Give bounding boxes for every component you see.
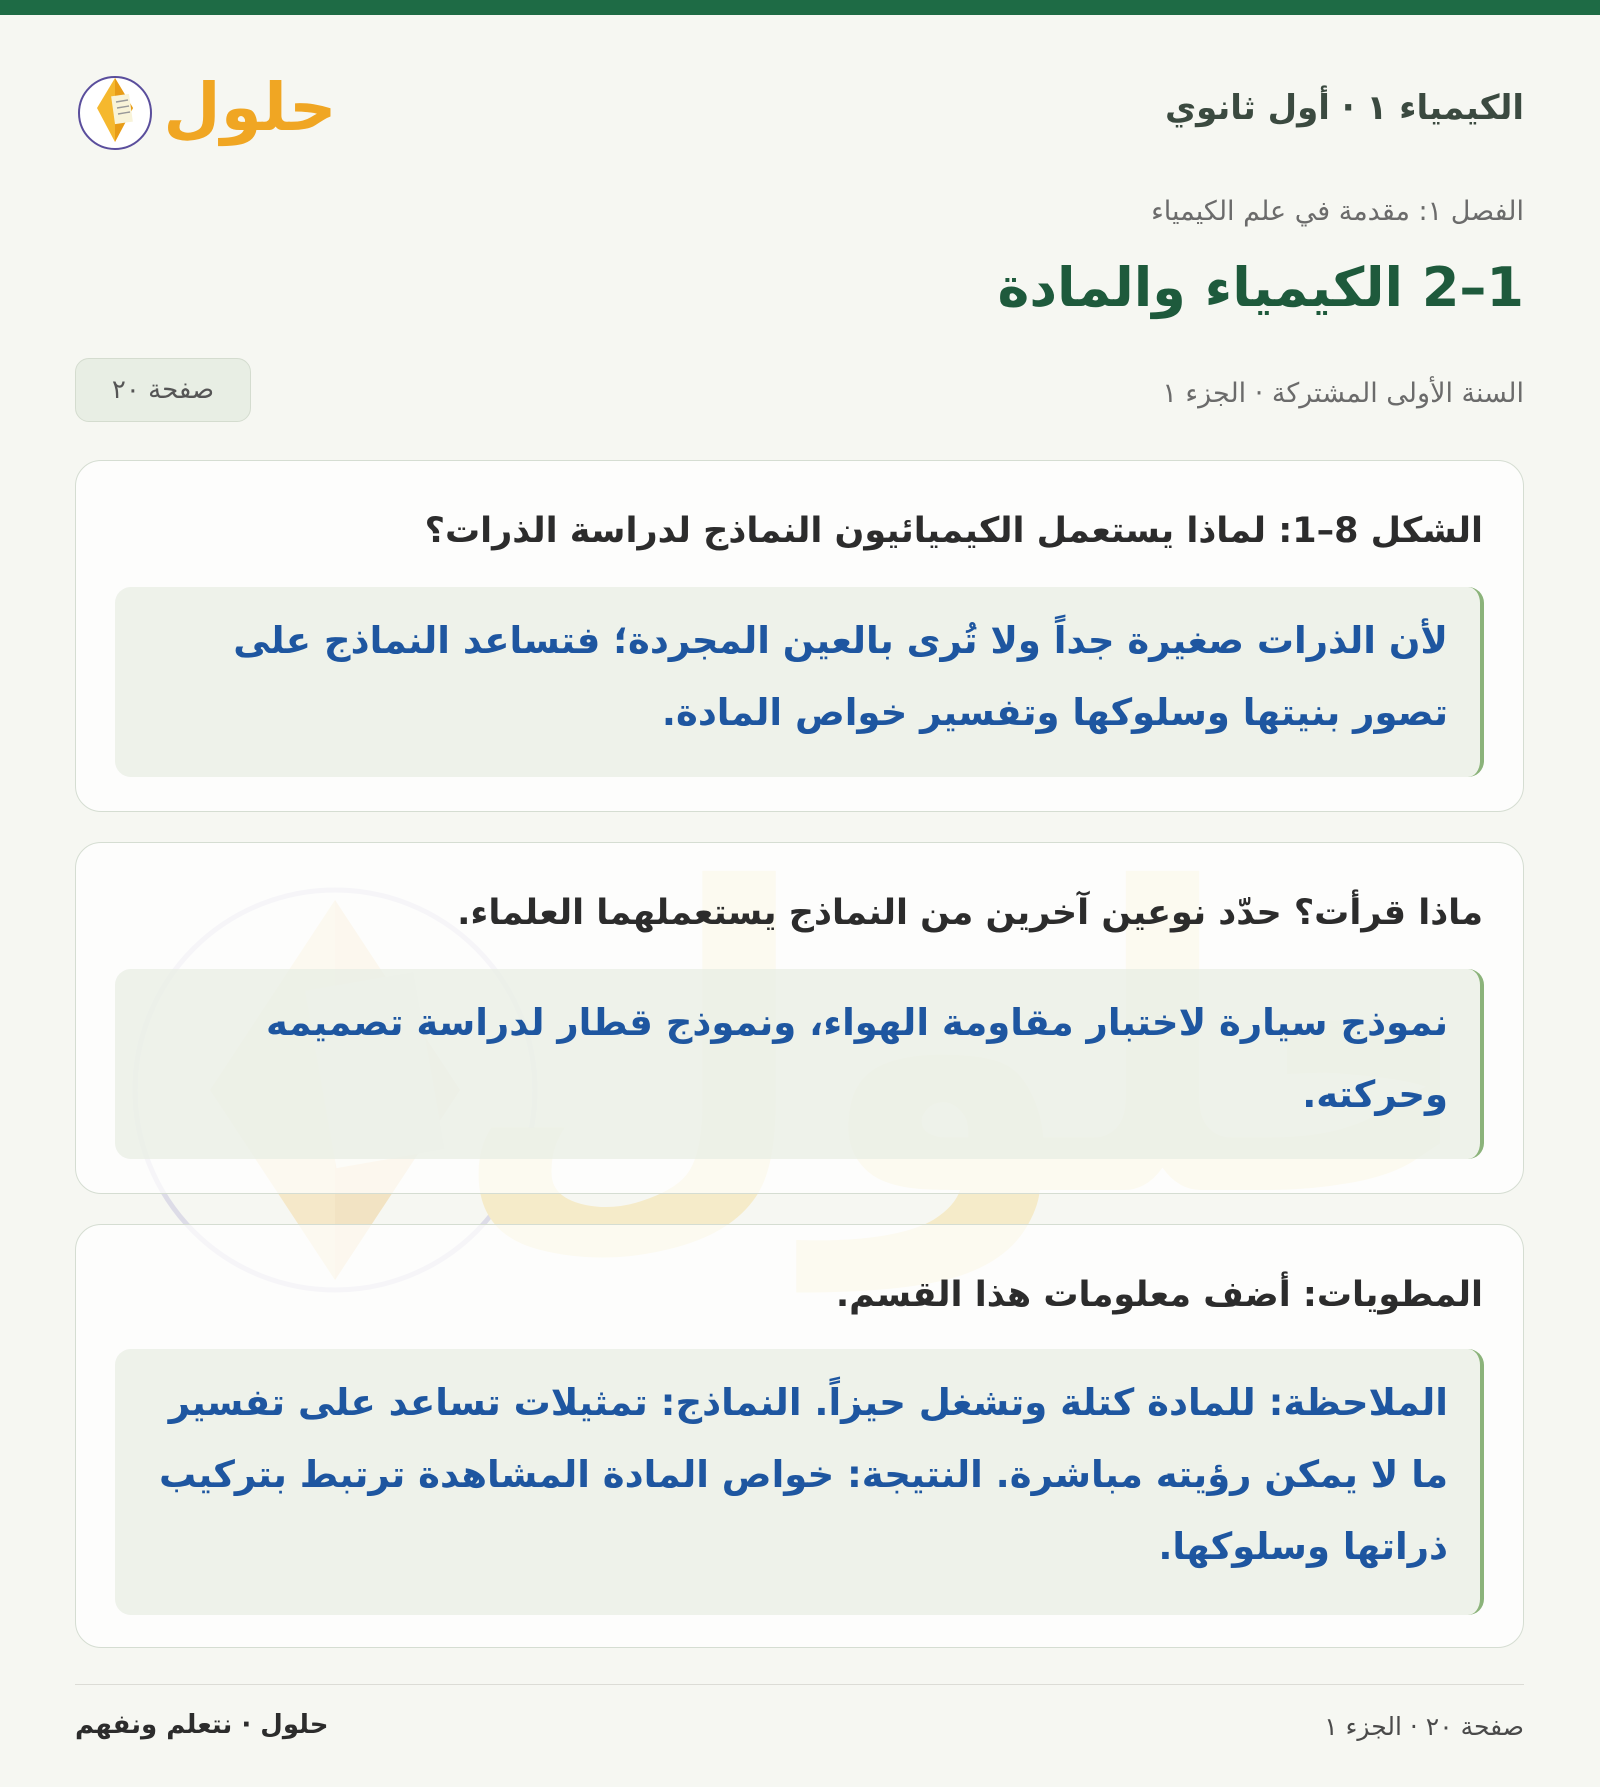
- top-accent-bar: [0, 0, 1600, 15]
- answer-text: نموذج سيارة لاختبار مقاومة الهواء، ونموذج قطار لدراسة تصميمه وحركته.: [115, 969, 1484, 1159]
- question-text: المطويات: أضف معلومات هذا القسم.: [835, 1275, 1483, 1315]
- footer-page-info: صفحة ٢٠ · الجزء ١: [1324, 1712, 1524, 1741]
- subject-title: الكيمياء ١ · أول ثانوي: [1165, 88, 1524, 128]
- hulul-logo: [75, 50, 345, 160]
- page-badge: صفحة ٢٠: [75, 358, 251, 422]
- logo-text: حلول: [163, 69, 337, 146]
- lesson-meta: السنة الأولى المشتركة · الجزء ١: [1162, 378, 1524, 409]
- chapter-label: الفصل ١: مقدمة في علم الكيمياء: [1151, 196, 1524, 227]
- question-card: [75, 1224, 1524, 1648]
- question-text: الشكل 8–1: لماذا يستعمل الكيميائيون النماذج لدراسة الذرات؟: [424, 511, 1483, 551]
- page-header: [75, 50, 1524, 170]
- question-text: ماذا قرأت؟ حدّد نوعين آخرين من النماذج يستعملهما العلماء.: [457, 893, 1483, 933]
- answer-text: الملاحظة: للمادة كتلة وتشغل حيزاً. النماذج: تمثيلات تساعد على تفسير ما لا يمكن رؤيته مباشرة. النتيجة: خواص المادة المشاهدة ترتبط بتركيب ذراتها وسلوكها.: [115, 1349, 1484, 1615]
- question-card: [75, 842, 1524, 1194]
- lesson-title: 1–2 الكيمياء والمادة: [997, 256, 1524, 319]
- footer-divider: [75, 1684, 1524, 1685]
- answer-text: لأن الذرات صغيرة جداً ولا تُرى بالعين المجردة؛ فتساعد النماذج على تصور بنيتها وسلوكها وتفسير خواص المادة.: [115, 587, 1484, 777]
- footer-brand: حلول · نتعلم ونفهم: [75, 1710, 329, 1740]
- question-card: [75, 460, 1524, 812]
